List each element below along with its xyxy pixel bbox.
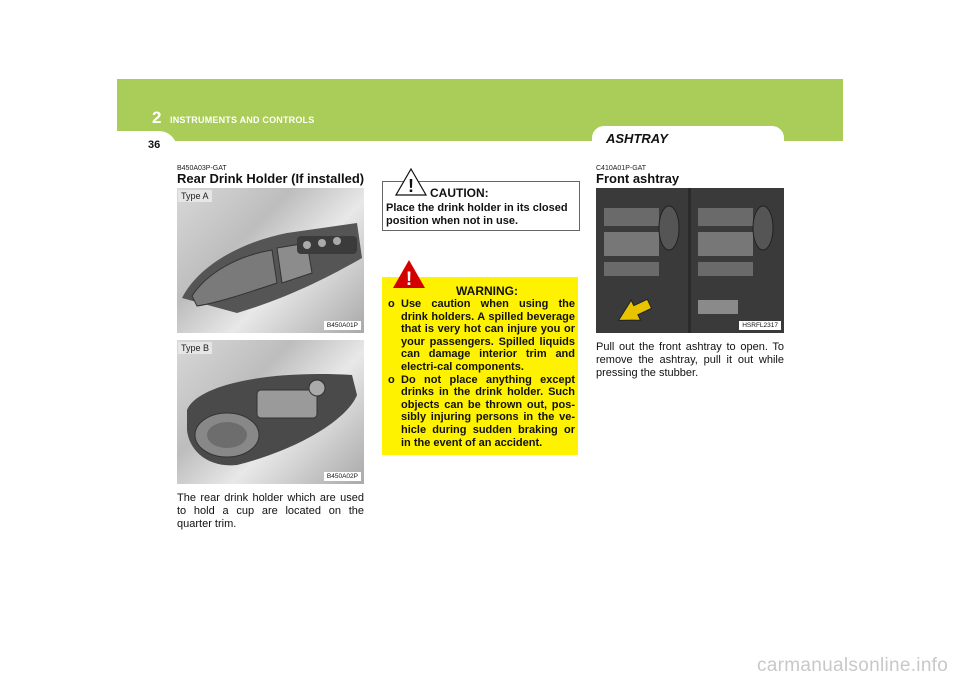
type-a-label: Type A [178, 190, 212, 202]
warning-triangle-icon [392, 259, 426, 289]
svg-text:!: ! [408, 176, 414, 196]
image-b-code: B450A02P [324, 472, 361, 481]
front-ashtray-image [596, 188, 784, 333]
bullet: o [388, 373, 395, 386]
drink-holder-type-a-image [177, 188, 364, 333]
caution-text: Place the drink holder in its closed position when not in use. [386, 202, 568, 227]
watermark: carmanualsonline.info [757, 655, 949, 676]
dashboard-illustration [596, 188, 784, 333]
rear-drink-holder-title: Rear Drink Holder (If installed) [177, 171, 365, 186]
page-number: 36 [148, 139, 161, 151]
front-ashtray-description: Pull out the front ashtray to open. To remove the ashtray, pull it out while pressing the stubber. [596, 341, 784, 379]
page-number-tab [117, 131, 177, 159]
rear-drink-holder-code: B450A03P-GAT [177, 165, 227, 172]
front-ashtray-title: Front ashtray [596, 171, 680, 186]
warning-item: o Do not place anything except drinks in the drink holder. Such objects can be thrown out, pos-sibly injuring persons in the ve-hicle during sudden braking or in the event of an accident. [388, 373, 575, 449]
door-panel-a-illustration [177, 188, 364, 333]
warning-item: o Use caution when using the drink holders. A spilled beverage that is very hot can injure you or your passengers. Spilled liquids can damage interior trim and electri-cal components. [388, 298, 575, 373]
door-panel-b-illustration [177, 340, 364, 484]
rear-drink-holder-description: The rear drink holder which are used to hold a cup are located on the quarter trim. [177, 492, 364, 530]
type-b-label: Type B [178, 342, 212, 354]
caution-triangle-icon [395, 168, 427, 196]
caution-title: CAUTION: [430, 186, 489, 200]
ashtray-section-title: ASHTRAY [606, 131, 668, 146]
caution-box [382, 176, 580, 231]
svg-text:!: ! [405, 269, 413, 289]
ashtray-image-code: HSRFL2317 [739, 321, 781, 330]
bullet: o [388, 298, 395, 310]
section-number: 2 [152, 108, 162, 127]
warning-box [382, 269, 578, 455]
section-title: INSTRUMENTS AND CONTROLS [170, 115, 315, 125]
warning-title: WARNING: [456, 284, 518, 298]
image-a-code: B450A01P [324, 321, 361, 330]
drink-holder-type-b-image [177, 340, 364, 484]
front-ashtray-code: C410A01P-GAT [596, 165, 647, 172]
warning-list [384, 298, 575, 449]
